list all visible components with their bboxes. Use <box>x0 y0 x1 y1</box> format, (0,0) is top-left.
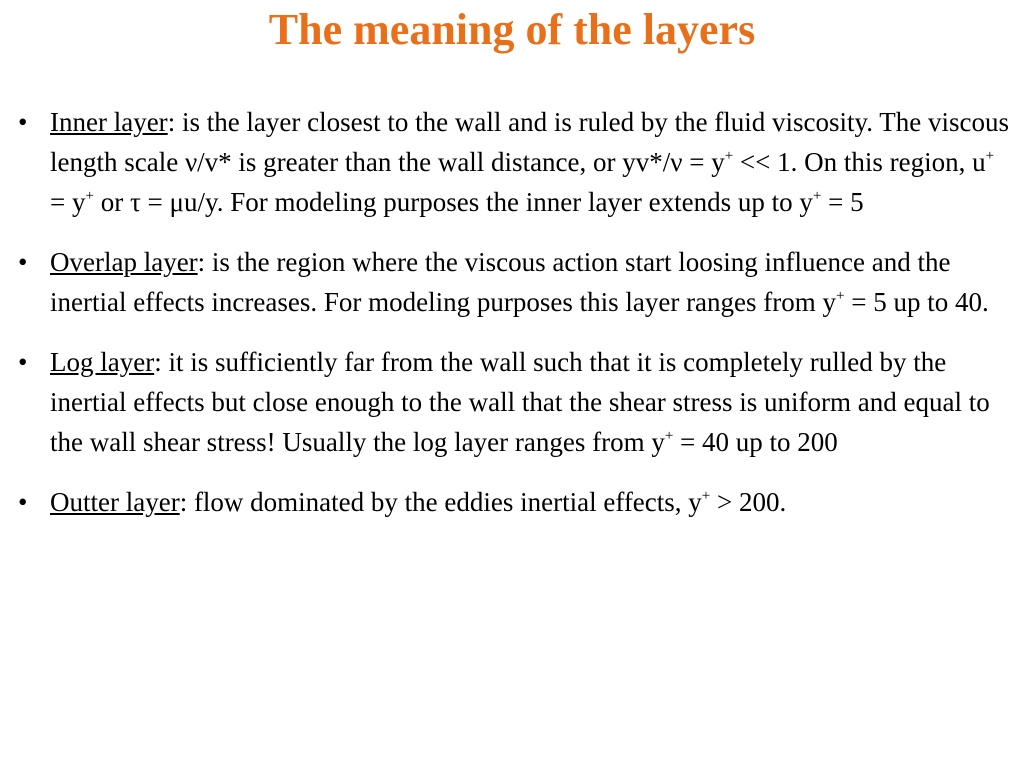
bullet-text: = 5 <box>821 187 864 217</box>
superscript-plus: + <box>985 148 995 164</box>
bullet-term: Overlap layer <box>50 247 198 277</box>
bullet-item <box>18 242 1014 322</box>
bullet-text: << 1. On this region, u <box>733 147 986 177</box>
bullet-text: : it is sufficiently far from the wall such that it is completely rulled by the inertial effects but close enough to the wall that the shear stress is uniform and equal to the wall shear stress! Usually the log layer ranges from y <box>50 347 990 457</box>
superscript-plus: + <box>664 428 674 444</box>
bullet-term: Inner layer <box>50 107 168 137</box>
bullet-term: Outter layer <box>50 487 180 517</box>
superscript-plus: + <box>812 188 822 204</box>
bullet-text: : is the region where the viscous action start loosing influence and the inertial effects increases. For modeling purposes this layer ranges from y <box>50 247 951 317</box>
bullet-item <box>18 482 1014 522</box>
bullet-dot: • <box>18 487 28 517</box>
bullet-text: = y <box>50 187 86 217</box>
bullet-item <box>18 102 1014 222</box>
superscript-plus: + <box>724 148 734 164</box>
bullet-text: = 40 up to 200 <box>673 427 838 457</box>
superscript-plus: + <box>85 188 94 204</box>
superscript-plus: + <box>701 488 711 504</box>
superscript-plus: + <box>836 288 845 304</box>
bullet-term: Log layer <box>50 347 155 377</box>
bullet-text: > 200. <box>710 487 787 517</box>
slide-title: The meaning of the layers <box>268 5 756 54</box>
bullet-dot: • <box>18 107 28 137</box>
bullet-item <box>18 342 1014 462</box>
bullet-dot: • <box>18 247 28 277</box>
bullet-text: : is the layer closest to the wall and is ruled by the fluid viscosity. The viscous length scale ν/v* is greater than the wall distance, or yv*/ν = y <box>50 107 1010 177</box>
bullet-list <box>18 102 1014 522</box>
bullet-text: : flow dominated by the eddies inertial effects, y <box>179 487 702 517</box>
bullet-text: or τ = μu/y. For modeling purposes the inner layer extends up to y <box>93 187 813 217</box>
bullet-dot: • <box>18 347 28 377</box>
bullet-text: = 5 up to 40. <box>844 287 989 317</box>
